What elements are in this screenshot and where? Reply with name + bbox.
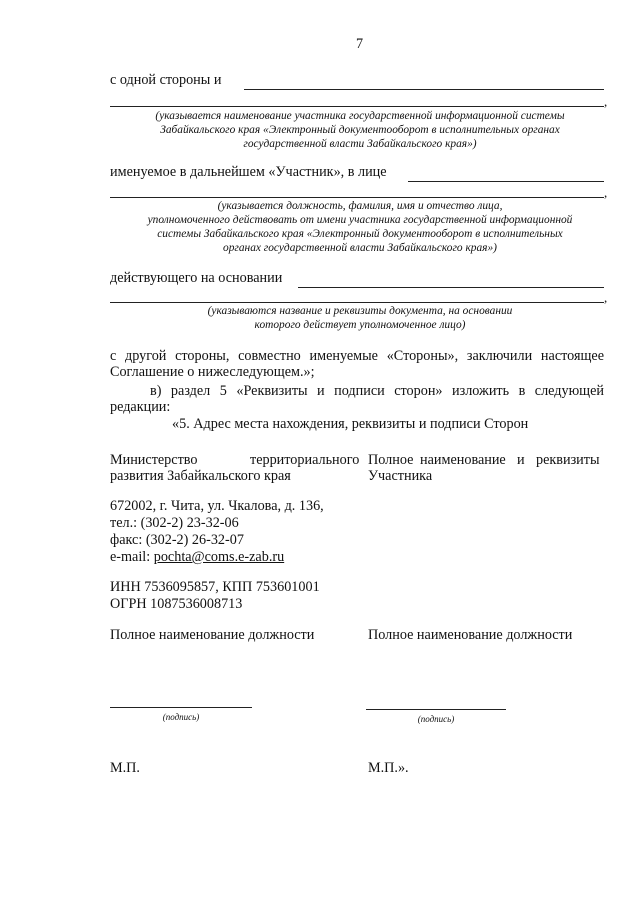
page-number: 7 (356, 36, 364, 52)
basis-fill-line-2 (110, 302, 604, 303)
right-signature-line (366, 709, 506, 710)
right-stamp: М.П.». (368, 760, 409, 776)
comma: , (604, 94, 608, 109)
left-stamp: М.П. (110, 760, 140, 776)
basis-lead: действующего на основании (110, 270, 283, 286)
representative-note-2: уполномоченного действовать от имени участника государственной информационной (147, 214, 573, 226)
party-one-fill-line (244, 89, 604, 90)
right-party-position: Полное наименование должности (368, 627, 573, 643)
basis-note-2: которого действует уполномоченное лицо) (254, 319, 466, 331)
left-party-email-row (110, 549, 284, 566)
representative-lead: именуемое в дальнейшем «Участник», в лице (110, 164, 387, 180)
right-party-name-b: наименование (420, 452, 506, 468)
representative-note-3: системы Забайкальского края «Электронный документооборот в исполнительных (157, 228, 563, 240)
party-one-note-3: государственной власти Забайкальского края») (243, 138, 477, 150)
agreement-text-line-1: с другой стороны, совместно именуемые «Стороны», заключили настоящее (110, 348, 604, 364)
left-party-name-2: развития Забайкальского края (110, 468, 291, 484)
party-one-fill-line-2 (110, 106, 604, 107)
basis-fill-line (298, 287, 604, 288)
left-party-name-b: территориального (250, 452, 360, 468)
left-signature-caption: (подпись) (162, 712, 200, 722)
section-heading: «5. Адрес места нахождения, реквизиты и подписи Сторон (172, 416, 529, 432)
right-signature-caption: (подпись) (417, 714, 455, 724)
right-party-name-a: Полное (368, 452, 414, 468)
left-party-position: Полное наименование должности (110, 627, 315, 643)
left-party-name-a: Министерство (110, 452, 198, 468)
right-party-name-2: Участника (368, 468, 433, 484)
left-party-ogrn: ОГРН 1087536008713 (110, 596, 243, 612)
representative-fill-line-2 (110, 197, 604, 198)
email-label: e-mail: (110, 549, 151, 565)
agreement-text-line-2: Соглашение о нижеследующем.»; (110, 364, 315, 380)
party-one-note-2: Забайкальского края «Электронный документооборот в исполнительных органах (160, 124, 560, 136)
basis-note-1: (указываются название и реквизиты документа, на основании (207, 305, 513, 317)
comma: , (604, 185, 608, 200)
left-party-address: 672002, г. Чита, ул. Чкалова, д. 136, (110, 498, 324, 514)
clause-v-line-2: редакции: (110, 399, 171, 415)
comma: , (604, 290, 608, 305)
left-signature-line (110, 707, 252, 708)
representative-note-1: (указывается должность, фамилия, имя и отчество лица, (217, 200, 503, 212)
representative-fill-line (408, 181, 604, 182)
left-party-fax: факс: (302-2) 26-32-07 (110, 532, 244, 548)
right-party-name-d: реквизиты (536, 452, 600, 468)
right-party-name-c: и (517, 452, 525, 468)
left-party-inn-kpp: ИНН 7536095857, КПП 753601001 (110, 579, 320, 595)
email-link[interactable]: pochta@coms.e-zab.ru (153, 549, 285, 565)
representative-note-4: органах государственной власти Забайкальского края») (223, 242, 497, 254)
party-one-note-1: (указывается наименование участника государственной информационной системы (155, 110, 565, 122)
party-one-lead: с одной стороны и (110, 72, 222, 88)
clause-v-line-1: в) раздел 5 «Реквизиты и подписи сторон» изложить в следующей (150, 383, 604, 399)
left-party-phone: тел.: (302-2) 23-32-06 (110, 515, 239, 531)
